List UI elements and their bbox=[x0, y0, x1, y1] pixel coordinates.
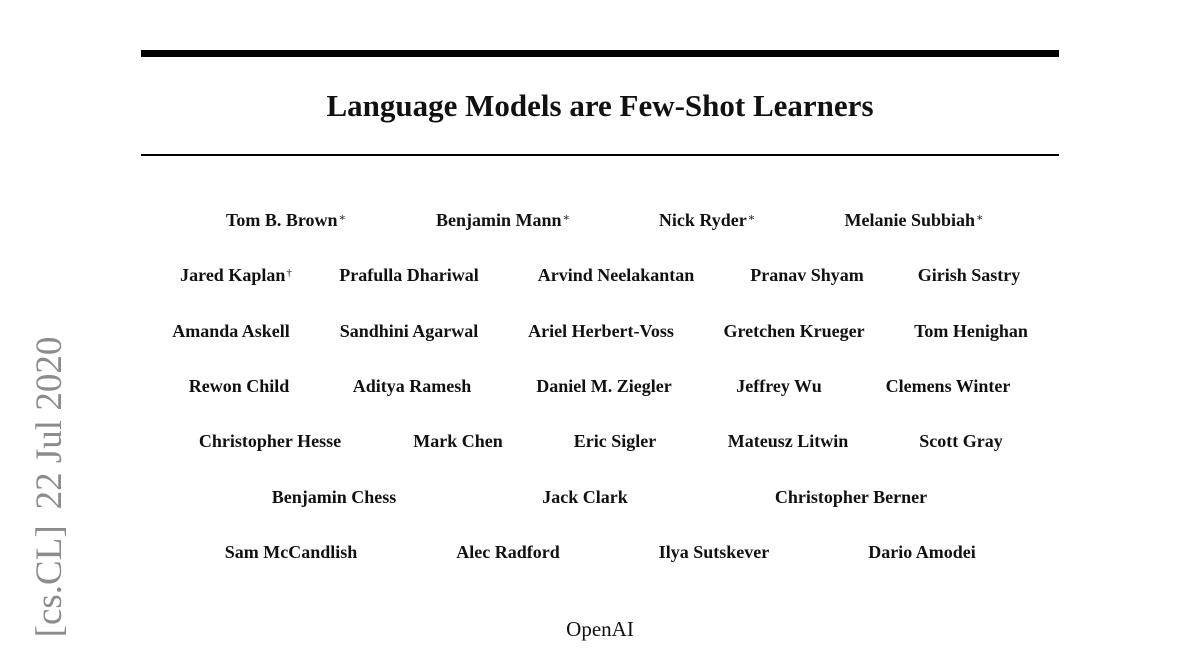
arxiv-stamp bbox=[30, 337, 70, 638]
author-name: Mark Chen bbox=[413, 431, 503, 451]
author-name: Prafulla Dhariwal bbox=[339, 265, 479, 285]
author-name: Jack Clark bbox=[542, 487, 628, 507]
author-name: Benjamin Chess bbox=[271, 487, 397, 507]
author-name: Benjamin Mann∗ bbox=[435, 210, 571, 230]
title-top-rule bbox=[141, 50, 1059, 57]
author-name: Amanda Askell bbox=[172, 321, 290, 341]
author-name: Dario Amodei bbox=[868, 542, 976, 562]
arxiv-date: 22 Jul 2020 bbox=[29, 336, 70, 510]
author-name: Tom B. Brown∗ bbox=[225, 210, 347, 230]
author-name: Pranav Shyam bbox=[750, 265, 864, 285]
author-name: Rewon Child bbox=[188, 376, 290, 396]
author-name: Christopher Berner bbox=[774, 487, 928, 507]
author-name: Eric Sigler bbox=[573, 431, 657, 451]
author-name: Sam McCandlish bbox=[224, 542, 358, 562]
author-name: Christopher Hesse bbox=[198, 431, 342, 451]
author-name: Tom Henighan bbox=[914, 321, 1028, 341]
paper-title: Language Models are Few-Shot Learners bbox=[326, 88, 874, 123]
author-name: Gretchen Krueger bbox=[723, 321, 865, 341]
author-name: Nick Ryder∗ bbox=[658, 210, 756, 230]
author-name: Melanie Subbiah∗ bbox=[844, 210, 984, 230]
author-name: Alec Radford bbox=[456, 542, 560, 562]
author-name: Arvind Neelakantan bbox=[537, 265, 695, 285]
arxiv-category: [cs.CL] bbox=[29, 525, 70, 638]
author-name: Scott Gray bbox=[919, 431, 1003, 451]
author-name: Daniel M. Ziegler bbox=[536, 376, 672, 396]
author-name: Clemens Winter bbox=[885, 376, 1011, 396]
author-name: Jeffrey Wu bbox=[736, 376, 822, 396]
author-name: Ilya Sutskever bbox=[658, 542, 770, 562]
author-name: Mateusz Litwin bbox=[727, 431, 849, 451]
author-name: Jared Kaplan† bbox=[180, 265, 292, 285]
author-name: Girish Sastry bbox=[917, 265, 1021, 285]
title-bottom-rule bbox=[141, 154, 1059, 156]
author-name: Aditya Ramesh bbox=[352, 376, 472, 396]
author-name: Ariel Herbert-Voss bbox=[528, 321, 674, 341]
affiliation: OpenAI bbox=[566, 617, 634, 641]
author-name: Sandhini Agarwal bbox=[339, 321, 479, 341]
